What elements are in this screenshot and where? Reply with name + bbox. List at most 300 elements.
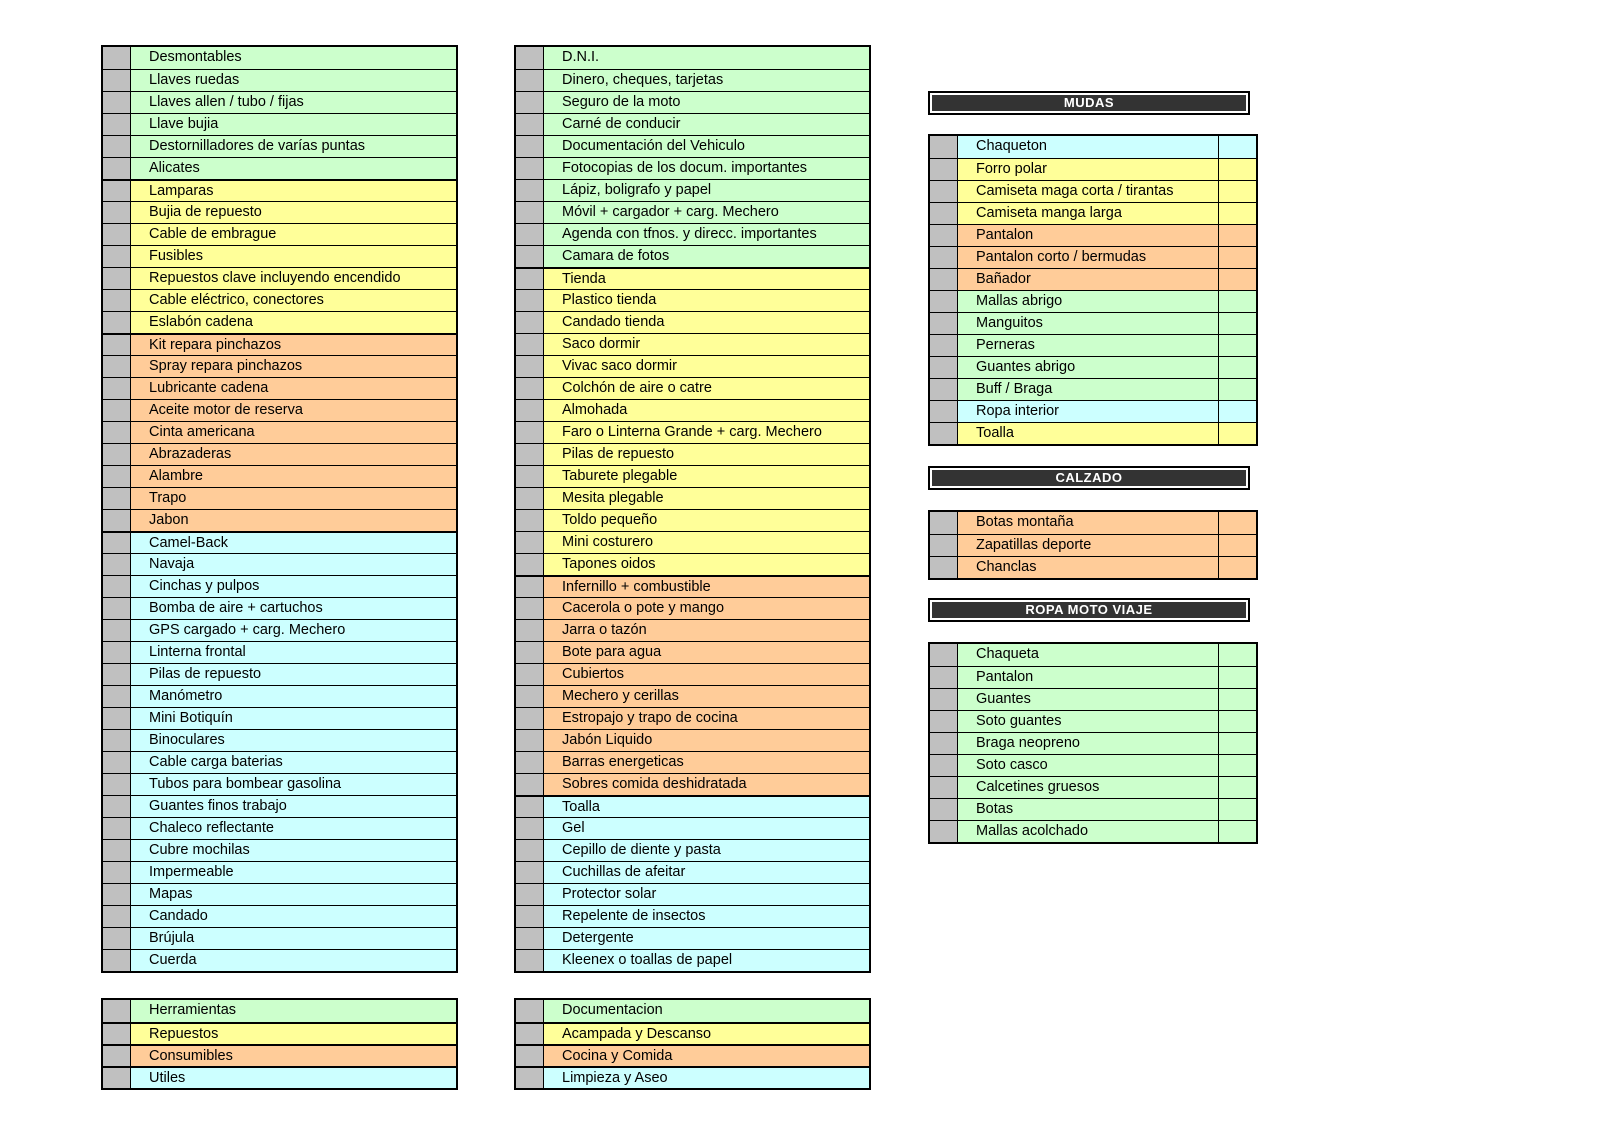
checkbox-cell[interactable]: [103, 510, 131, 531]
checkbox-cell[interactable]: [516, 928, 544, 949]
checkbox-cell[interactable]: [103, 444, 131, 465]
item-label: Llaves ruedas: [131, 70, 456, 91]
checklist-row: [930, 224, 1256, 246]
quantity-cell[interactable]: [1218, 689, 1256, 710]
checkbox-cell[interactable]: [103, 884, 131, 905]
checkbox-cell[interactable]: [516, 92, 544, 113]
checklist-row: [103, 487, 456, 509]
quantity-cell[interactable]: [1218, 535, 1256, 556]
legend-middle: [514, 998, 871, 1090]
item-label: Chaqueton: [958, 136, 1218, 158]
checklist-row: [516, 355, 869, 377]
checkbox-cell[interactable]: [103, 335, 131, 355]
checklist-row: [516, 509, 869, 531]
checkbox-cell[interactable]: [103, 928, 131, 949]
checkbox-cell[interactable]: [516, 554, 544, 575]
checkbox-cell[interactable]: [103, 950, 131, 971]
checklist-row: [930, 534, 1256, 556]
checkbox-cell[interactable]: [516, 444, 544, 465]
item-label: Mini Botiquín: [131, 708, 456, 729]
item-label: Soto casco: [958, 755, 1218, 776]
checkbox-cell[interactable]: [516, 488, 544, 509]
checkbox-cell[interactable]: [103, 1024, 131, 1044]
checkbox-cell[interactable]: [516, 774, 544, 795]
checkbox-cell[interactable]: [103, 356, 131, 377]
item-label: Cuerda: [131, 950, 456, 971]
checkbox-cell[interactable]: [103, 312, 131, 333]
mudas-checklist: [928, 134, 1258, 446]
checkbox-cell[interactable]: [516, 620, 544, 641]
checkbox-cell[interactable]: [516, 334, 544, 355]
checkbox-cell[interactable]: [930, 689, 958, 710]
quantity-cell[interactable]: [1218, 667, 1256, 688]
checkbox-cell[interactable]: [103, 181, 131, 201]
item-label: Cacerola o pote y mango: [544, 598, 869, 619]
quantity-cell[interactable]: [1218, 247, 1256, 268]
item-label: Gel: [544, 818, 869, 839]
item-label: Candado: [131, 906, 456, 927]
item-label: Trapo: [131, 488, 456, 509]
checklist-row: [516, 91, 869, 113]
ropa-header: [928, 598, 1250, 622]
checklist-row: [930, 820, 1256, 842]
item-label: Candado tienda: [544, 312, 869, 333]
checkbox-cell[interactable]: [103, 466, 131, 487]
checkbox-cell[interactable]: [516, 246, 544, 267]
quantity-cell[interactable]: [1218, 291, 1256, 312]
item-label: Repuestos: [131, 1024, 456, 1044]
quantity-cell[interactable]: [1218, 821, 1256, 842]
checkbox-cell[interactable]: [930, 755, 958, 776]
item-label: Camiseta manga larga: [958, 203, 1218, 224]
checklist-row: [516, 597, 869, 619]
checkbox-cell[interactable]: [516, 950, 544, 971]
item-label: Cable carga baterias: [131, 752, 456, 773]
checkbox-cell[interactable]: [103, 576, 131, 597]
checkbox-cell[interactable]: [930, 667, 958, 688]
item-label: Mallas acolchado: [958, 821, 1218, 842]
checkbox-cell[interactable]: [103, 224, 131, 245]
item-label: Desmontables: [131, 47, 456, 69]
checkbox-cell[interactable]: [103, 818, 131, 839]
quantity-cell[interactable]: [1218, 755, 1256, 776]
checkbox-cell[interactable]: [930, 335, 958, 356]
item-label: Pantalon: [958, 667, 1218, 688]
checkbox-cell[interactable]: [516, 708, 544, 729]
item-label: Forro polar: [958, 159, 1218, 180]
checkbox-cell[interactable]: [103, 664, 131, 685]
checkbox-cell[interactable]: [516, 797, 544, 817]
checklist-row: [930, 798, 1256, 820]
checkbox-cell[interactable]: [516, 1024, 544, 1044]
quantity-cell[interactable]: [1218, 357, 1256, 378]
checkbox-cell[interactable]: [103, 1046, 131, 1066]
checkbox-cell[interactable]: [516, 400, 544, 421]
checkbox-cell[interactable]: [516, 1068, 544, 1088]
calzado-title: CALZADO: [932, 470, 1246, 486]
item-label: Bañador: [958, 269, 1218, 290]
quantity-cell[interactable]: [1218, 733, 1256, 754]
item-label: Protector solar: [544, 884, 869, 905]
checkbox-cell[interactable]: [516, 686, 544, 707]
item-label: D.N.I.: [544, 47, 869, 69]
item-label: Plastico tienda: [544, 290, 869, 311]
checklist-row: [516, 179, 869, 201]
checkbox-cell[interactable]: [103, 400, 131, 421]
checkbox-cell[interactable]: [516, 884, 544, 905]
item-label: Tubos para bombear gasolina: [131, 774, 456, 795]
quantity-cell[interactable]: [1218, 136, 1256, 158]
checkbox-cell[interactable]: [516, 532, 544, 553]
quantity-cell[interactable]: [1218, 335, 1256, 356]
checkbox-cell[interactable]: [516, 642, 544, 663]
checkbox-cell[interactable]: [516, 114, 544, 135]
checklist-row: [516, 465, 869, 487]
checkbox-cell[interactable]: [930, 225, 958, 246]
item-label: Jarra o tazón: [544, 620, 869, 641]
calzado-checklist: [928, 510, 1258, 580]
checkbox-cell[interactable]: [103, 796, 131, 817]
item-label: Guantes finos trabajo: [131, 796, 456, 817]
checkbox-cell[interactable]: [516, 224, 544, 245]
quantity-cell[interactable]: [1218, 203, 1256, 224]
checklist-row: [103, 751, 456, 773]
checkbox-cell[interactable]: [930, 357, 958, 378]
checklist-row: [103, 839, 456, 861]
checklist-row: [516, 663, 869, 685]
item-label: Fusibles: [131, 246, 456, 267]
checkbox-cell[interactable]: [103, 620, 131, 641]
checkbox-cell[interactable]: [930, 711, 958, 732]
checklist-row: [103, 333, 456, 355]
checkbox-cell[interactable]: [930, 777, 958, 798]
checklist-row: [930, 666, 1256, 688]
item-label: Cubiertos: [544, 664, 869, 685]
checklist-row: [516, 839, 869, 861]
checkbox-cell[interactable]: [103, 906, 131, 927]
item-label: Pilas de repuesto: [131, 664, 456, 685]
checkbox-cell[interactable]: [103, 554, 131, 575]
item-label: Repuestos clave incluyendo encendido: [131, 268, 456, 289]
checkbox-cell[interactable]: [930, 203, 958, 224]
checklist-row: [516, 619, 869, 641]
checkbox-cell[interactable]: [103, 730, 131, 751]
checklist-row: [516, 949, 869, 971]
checkbox-cell[interactable]: [516, 269, 544, 289]
checklist-row: [103, 179, 456, 201]
checkbox-cell[interactable]: [103, 774, 131, 795]
checkbox-cell[interactable]: [103, 70, 131, 91]
checkbox-cell[interactable]: [516, 158, 544, 179]
ropa-checklist: [928, 642, 1258, 844]
item-label: Llave bujia: [131, 114, 456, 135]
item-label: Cinchas y pulpos: [131, 576, 456, 597]
checkbox-cell[interactable]: [516, 510, 544, 531]
checklist-row: [516, 905, 869, 927]
item-label: Pantalon corto / bermudas: [958, 247, 1218, 268]
quantity-cell[interactable]: [1218, 512, 1256, 534]
item-label: Cubre mochilas: [131, 840, 456, 861]
checkbox-cell[interactable]: [103, 533, 131, 553]
item-label: Jabón Liquido: [544, 730, 869, 751]
item-label: Kit repara pinchazos: [131, 335, 456, 355]
checkbox-cell[interactable]: [103, 47, 131, 69]
item-label: Bujia de repuesto: [131, 202, 456, 223]
checkbox-cell[interactable]: [930, 313, 958, 334]
checkbox-cell[interactable]: [516, 466, 544, 487]
checklist-row: [516, 1000, 869, 1022]
item-label: Tapones oidos: [544, 554, 869, 575]
checklist-row: [103, 729, 456, 751]
checklist-row: [930, 202, 1256, 224]
item-label: Zapatillas deporte: [958, 535, 1218, 556]
checkbox-cell[interactable]: [516, 312, 544, 333]
checkbox-cell[interactable]: [516, 1046, 544, 1066]
checkbox-cell[interactable]: [516, 356, 544, 377]
quantity-cell[interactable]: [1218, 379, 1256, 400]
item-label: Móvil + cargador + carg. Mechero: [544, 202, 869, 223]
checkbox-cell[interactable]: [103, 598, 131, 619]
checkbox-cell[interactable]: [930, 181, 958, 202]
checkbox-cell[interactable]: [103, 202, 131, 223]
item-label: Mallas abrigo: [958, 291, 1218, 312]
quantity-cell[interactable]: [1218, 313, 1256, 334]
checkbox-cell[interactable]: [516, 664, 544, 685]
checklist-row: [516, 729, 869, 751]
checkbox-cell[interactable]: [103, 246, 131, 267]
checklist-row: [516, 707, 869, 729]
quantity-cell[interactable]: [1218, 644, 1256, 666]
checkbox-cell[interactable]: [103, 92, 131, 113]
checkbox-cell[interactable]: [930, 512, 958, 534]
checklist-row: [930, 556, 1256, 578]
checklist-row: [103, 223, 456, 245]
quantity-cell[interactable]: [1218, 711, 1256, 732]
item-label: Toldo pequeño: [544, 510, 869, 531]
checkbox-cell[interactable]: [930, 159, 958, 180]
checkbox-cell[interactable]: [516, 1000, 544, 1022]
quantity-cell[interactable]: [1218, 225, 1256, 246]
checkbox-cell[interactable]: [103, 136, 131, 157]
checklist-row: [516, 69, 869, 91]
checkbox-cell[interactable]: [930, 291, 958, 312]
checkbox-cell[interactable]: [103, 268, 131, 289]
checklist-row: [103, 905, 456, 927]
item-label: Linterna frontal: [131, 642, 456, 663]
checklist-row: [930, 688, 1256, 710]
checkbox-cell[interactable]: [516, 577, 544, 597]
checkbox-cell[interactable]: [930, 821, 958, 842]
item-label: Limpieza y Aseo: [544, 1068, 869, 1088]
item-label: Dinero, cheques, tarjetas: [544, 70, 869, 91]
quantity-cell[interactable]: [1218, 159, 1256, 180]
item-label: Spray repara pinchazos: [131, 356, 456, 377]
checkbox-cell[interactable]: [103, 114, 131, 135]
item-label: Toalla: [958, 423, 1218, 444]
item-label: Buff / Braga: [958, 379, 1218, 400]
checklist-row: [930, 754, 1256, 776]
checklist-row: [930, 290, 1256, 312]
item-label: Cable de embrague: [131, 224, 456, 245]
item-label: Pilas de repuesto: [544, 444, 869, 465]
checklist-row: [103, 311, 456, 333]
checklist-row: [103, 707, 456, 729]
checklist-row: [516, 135, 869, 157]
item-label: Guantes: [958, 689, 1218, 710]
checklist-row: [930, 136, 1256, 158]
checkbox-cell[interactable]: [516, 70, 544, 91]
checklist-row: [103, 1066, 456, 1088]
checklist-row: [516, 751, 869, 773]
item-label: Chanclas: [958, 557, 1218, 578]
quantity-cell[interactable]: [1218, 557, 1256, 578]
checkbox-cell[interactable]: [516, 730, 544, 751]
item-label: Soto guantes: [958, 711, 1218, 732]
checkbox-cell[interactable]: [516, 840, 544, 861]
item-label: Documentacion: [544, 1000, 869, 1022]
checkbox-cell[interactable]: [930, 247, 958, 268]
checklist-row: [103, 883, 456, 905]
item-label: Impermeable: [131, 862, 456, 883]
checkbox-cell[interactable]: [103, 1000, 131, 1022]
checklist-row: [516, 773, 869, 795]
checklist-row: [930, 400, 1256, 422]
item-label: Bote para agua: [544, 642, 869, 663]
quantity-cell[interactable]: [1218, 799, 1256, 820]
checklist-row: [516, 399, 869, 421]
checkbox-cell[interactable]: [930, 379, 958, 400]
checklist-row: [930, 312, 1256, 334]
quantity-cell[interactable]: [1218, 181, 1256, 202]
checklist-row: [516, 531, 869, 553]
checkbox-cell[interactable]: [930, 733, 958, 754]
checklist-row: [930, 512, 1256, 534]
checklist-row: [516, 795, 869, 817]
item-label: Lamparas: [131, 181, 456, 201]
checkbox-cell[interactable]: [103, 686, 131, 707]
quantity-cell[interactable]: [1218, 777, 1256, 798]
checklist-row: [516, 685, 869, 707]
checkbox-cell[interactable]: [930, 136, 958, 158]
item-label: Aceite motor de reserva: [131, 400, 456, 421]
checklist-row: [103, 465, 456, 487]
item-label: Cepillo de diente y pasta: [544, 840, 869, 861]
checkbox-cell[interactable]: [516, 378, 544, 399]
checklist-row: [516, 1066, 869, 1088]
checklist-row: [516, 443, 869, 465]
item-label: Infernillo + combustible: [544, 577, 869, 597]
checklist-row: [103, 817, 456, 839]
checklist-row: [103, 289, 456, 311]
item-label: Almohada: [544, 400, 869, 421]
checkbox-cell[interactable]: [516, 47, 544, 69]
checkbox-cell[interactable]: [516, 202, 544, 223]
checklist-row: [930, 334, 1256, 356]
item-label: Camara de fotos: [544, 246, 869, 267]
checkbox-cell[interactable]: [516, 862, 544, 883]
checkbox-cell[interactable]: [103, 642, 131, 663]
checkbox-cell[interactable]: [930, 799, 958, 820]
checkbox-cell[interactable]: [516, 818, 544, 839]
checkbox-cell[interactable]: [930, 557, 958, 578]
checkbox-cell[interactable]: [930, 535, 958, 556]
checkbox-cell[interactable]: [103, 752, 131, 773]
checkbox-cell[interactable]: [516, 598, 544, 619]
checkbox-cell[interactable]: [103, 708, 131, 729]
legend-left: [101, 998, 458, 1090]
checkbox-cell[interactable]: [516, 180, 544, 201]
item-label: Taburete plegable: [544, 466, 869, 487]
checklist-row: [930, 732, 1256, 754]
checklist-row: [516, 157, 869, 179]
checkbox-cell[interactable]: [103, 158, 131, 179]
checkbox-cell[interactable]: [516, 136, 544, 157]
item-label: Colchón de aire o catre: [544, 378, 869, 399]
checklist-row: [103, 1022, 456, 1044]
item-label: Pantalon: [958, 225, 1218, 246]
mudas-header: [928, 91, 1250, 115]
quantity-cell[interactable]: [1218, 269, 1256, 290]
item-label: Cocina y Comida: [544, 1046, 869, 1066]
checkbox-cell[interactable]: [516, 422, 544, 443]
item-label: Braga neopreno: [958, 733, 1218, 754]
documents-checklist: [514, 45, 871, 973]
checklist-row: [516, 333, 869, 355]
checklist-row: [103, 773, 456, 795]
item-label: Faro o Linterna Grande + carg. Mechero: [544, 422, 869, 443]
checklist-row: [516, 641, 869, 663]
item-label: Destornilladores de varías puntas: [131, 136, 456, 157]
checklist-row: [930, 356, 1256, 378]
checkbox-cell[interactable]: [930, 269, 958, 290]
checklist-row: [516, 421, 869, 443]
checklist-row: [103, 47, 456, 69]
checkbox-cell[interactable]: [930, 401, 958, 422]
item-label: Eslabón cadena: [131, 312, 456, 333]
checkbox-cell[interactable]: [930, 423, 958, 444]
checkbox-cell[interactable]: [516, 290, 544, 311]
checklist-row: [103, 597, 456, 619]
checkbox-cell[interactable]: [930, 644, 958, 666]
item-label: Sobres comida deshidratada: [544, 774, 869, 795]
checkbox-cell[interactable]: [103, 862, 131, 883]
quantity-cell[interactable]: [1218, 401, 1256, 422]
checkbox-cell[interactable]: [103, 1068, 131, 1088]
checkbox-cell[interactable]: [103, 290, 131, 311]
item-label: GPS cargado + carg. Mechero: [131, 620, 456, 641]
item-label: Bomba de aire + cartuchos: [131, 598, 456, 619]
item-label: Utiles: [131, 1068, 456, 1088]
checklist-row: [103, 267, 456, 289]
checklist-row: [516, 861, 869, 883]
checklist-row: [516, 223, 869, 245]
checkbox-cell[interactable]: [103, 422, 131, 443]
quantity-cell[interactable]: [1218, 423, 1256, 444]
item-label: Toalla: [544, 797, 869, 817]
item-label: Cuchillas de afeitar: [544, 862, 869, 883]
checkbox-cell[interactable]: [103, 840, 131, 861]
tools-checklist: [101, 45, 458, 973]
item-label: Agenda con tfnos. y direcc. importantes: [544, 224, 869, 245]
checklist-row: [103, 949, 456, 971]
checkbox-cell[interactable]: [103, 488, 131, 509]
checkbox-cell[interactable]: [516, 906, 544, 927]
checklist-row: [103, 619, 456, 641]
checklist-row: [103, 377, 456, 399]
checkbox-cell[interactable]: [516, 752, 544, 773]
checkbox-cell[interactable]: [103, 378, 131, 399]
item-label: Cable eléctrico, conectores: [131, 290, 456, 311]
